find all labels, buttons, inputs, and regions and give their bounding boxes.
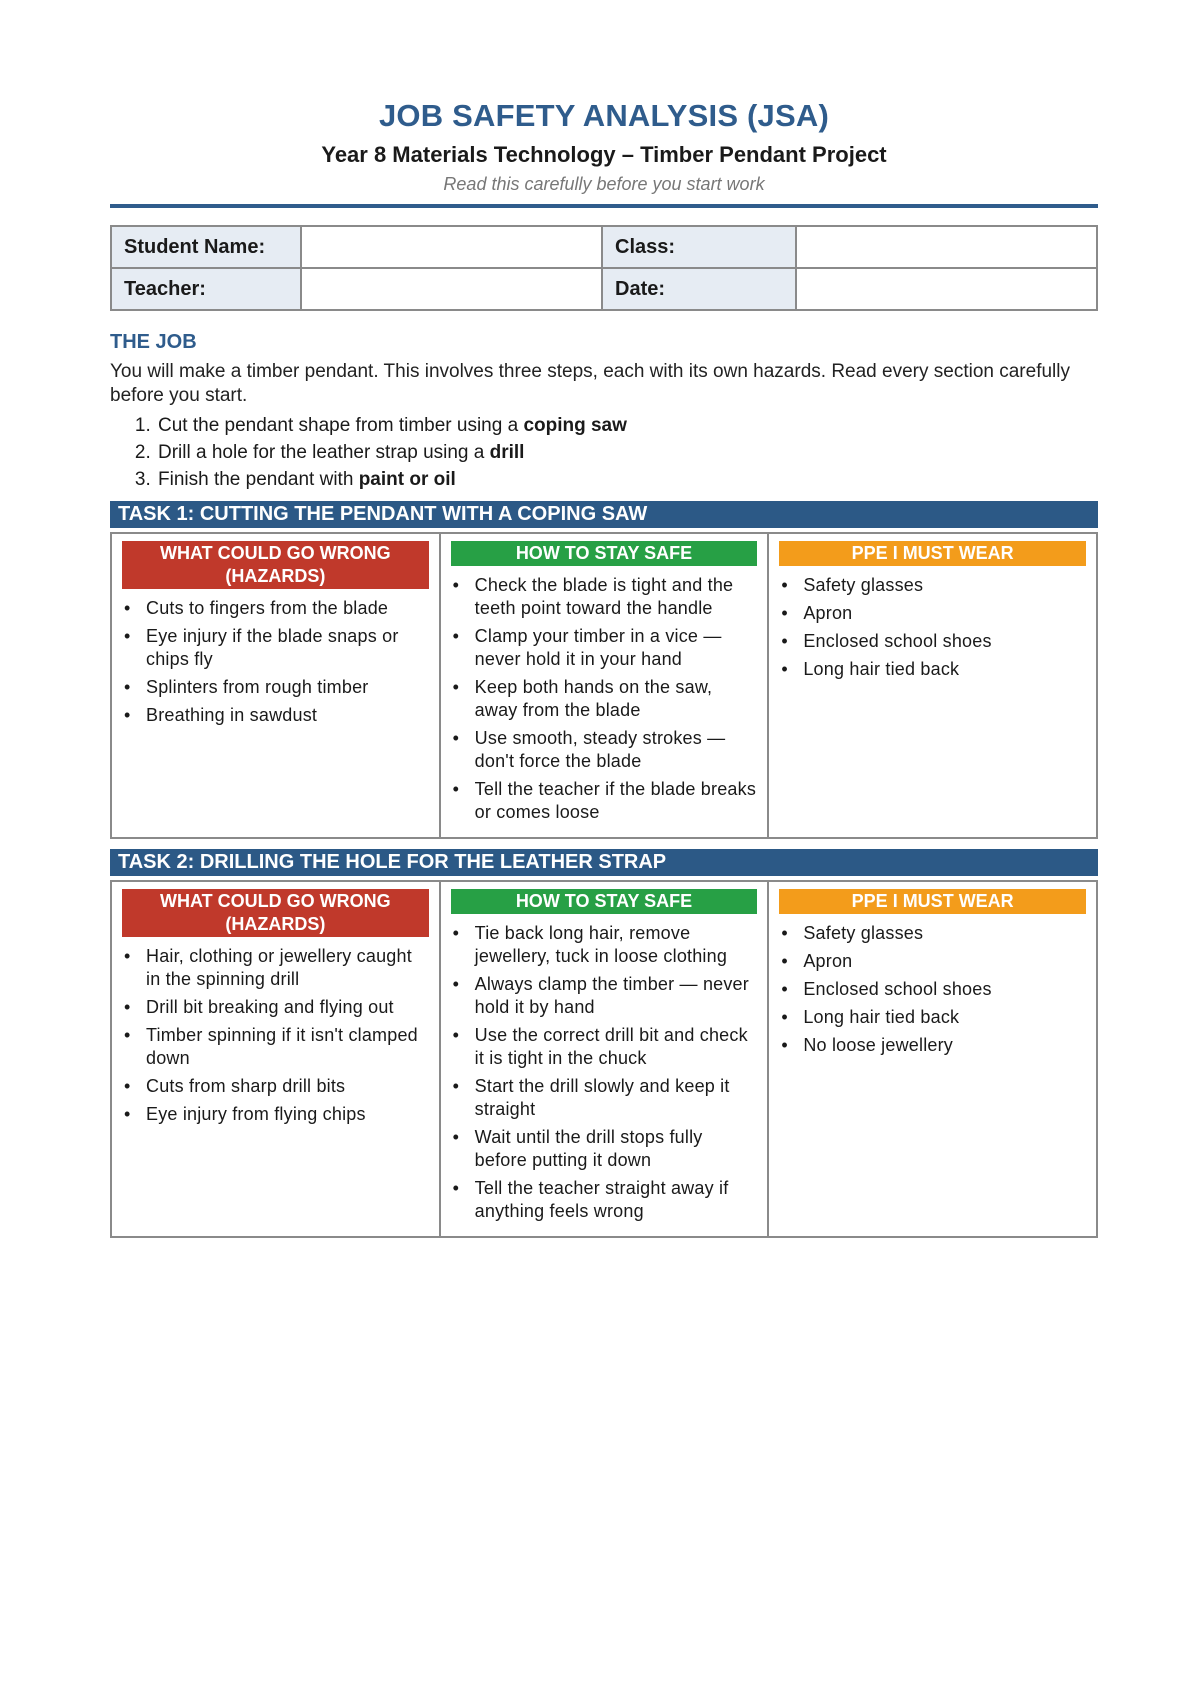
stay-safe-item: • Use the correct drill bit and check it is tight in the chuck — [475, 1024, 758, 1070]
stay-safe-item: • Use smooth, steady strokes — don't force the blade — [475, 727, 758, 773]
document-subtitle: Year 8 Materials Technology – Timber Pendant Project — [321, 142, 887, 167]
stay-safe-list — [451, 574, 758, 824]
ppe-item: • Enclosed school shoes — [803, 978, 1086, 1001]
stay-safe-item: • Clamp your timber in a vice — never hold it in your hand — [475, 625, 758, 671]
job-step: 3. Finish the pendant with paint or oil — [156, 466, 1098, 493]
ppe-item: • No loose jewellery — [803, 1034, 1086, 1057]
student-name-label: Student Name: — [111, 226, 301, 268]
hazards-item: • Eye injury from flying chips — [146, 1103, 429, 1126]
stay-safe-item: • Keep both hands on the saw, away from the blade — [475, 676, 758, 722]
task-title-bar: TASK 2: DRILLING THE HOLE FOR THE LEATHER STRAP — [110, 849, 1098, 876]
hazards-item: • Cuts from sharp drill bits — [146, 1075, 429, 1098]
hazards-column — [112, 882, 439, 1236]
date-field[interactable] — [796, 268, 1097, 310]
ppe-item: • Long hair tied back — [803, 1006, 1086, 1029]
hazards-item: • Cuts to fingers from the blade — [146, 597, 429, 620]
hazards-item: • Drill bit breaking and flying out — [146, 996, 429, 1019]
student-info-table — [110, 225, 1098, 311]
class-label: Class: — [602, 226, 796, 268]
stay-safe-header: HOW TO STAY SAFE — [451, 889, 758, 914]
ppe-header: PPE I MUST WEAR — [779, 889, 1086, 914]
header-divider — [110, 204, 1098, 208]
ppe-item: • Safety glasses — [803, 574, 1086, 597]
hazards-item: • Hair, clothing or jewellery caught in the spinning drill — [146, 945, 429, 991]
stay-safe-item: • Tell the teacher if the blade breaks or comes loose — [475, 778, 758, 824]
stay-safe-item: • Check the blade is tight and the teeth point toward the handle — [475, 574, 758, 620]
ppe-header: PPE I MUST WEAR — [779, 541, 1086, 566]
job-intro: You will make a timber pendant. This involves three steps, each with its own hazards. Read every section carefully before you start. — [110, 361, 1070, 406]
class-field[interactable] — [796, 226, 1097, 268]
ppe-column — [767, 534, 1096, 837]
task-grid — [110, 880, 1098, 1238]
hazards-header: WHAT COULD GO WRONG (HAZARDS) — [122, 889, 429, 937]
stay-safe-column — [439, 534, 768, 837]
ppe-item: • Safety glasses — [803, 922, 1086, 945]
hazards-item: • Splinters from rough timber — [146, 676, 429, 699]
task-sections — [110, 501, 1098, 1238]
job-step: 2. Drill a hole for the leather strap using a drill — [156, 439, 1098, 466]
ppe-item: • Apron — [803, 602, 1086, 625]
jsa-page — [110, 96, 1098, 1238]
stay-safe-item: • Wait until the drill stops fully before putting it down — [475, 1126, 758, 1172]
hazards-header: WHAT COULD GO WRONG (HAZARDS) — [122, 541, 429, 589]
hazards-column — [112, 534, 439, 837]
task-grid — [110, 532, 1098, 839]
stay-safe-item: • Tie back long hair, remove jewellery, tuck in loose clothing — [475, 922, 758, 968]
hazards-item: • Eye injury if the blade snaps or chips fly — [146, 625, 429, 671]
document-title: JOB SAFETY ANALYSIS (JSA) — [378, 98, 829, 133]
document-tagline: Read this carefully before you start work — [443, 174, 765, 194]
stay-safe-list — [451, 922, 758, 1223]
job-steps-list — [110, 412, 1098, 493]
stay-safe-header: HOW TO STAY SAFE — [451, 541, 758, 566]
student-name-field[interactable] — [301, 226, 602, 268]
teacher-label: Teacher: — [111, 268, 301, 310]
hazards-item: • Timber spinning if it isn't clamped down — [146, 1024, 429, 1070]
date-label: Date: — [602, 268, 796, 310]
stay-safe-item: • Always clamp the timber — never hold it by hand — [475, 973, 758, 1019]
ppe-list — [779, 574, 1086, 681]
job-heading: THE JOB — [110, 331, 197, 353]
hazards-item: • Breathing in sawdust — [146, 704, 429, 727]
teacher-field[interactable] — [301, 268, 602, 310]
ppe-item: • Long hair tied back — [803, 658, 1086, 681]
stay-safe-column — [439, 882, 768, 1236]
ppe-column — [767, 882, 1096, 1236]
hazards-list — [122, 945, 429, 1126]
stay-safe-item: • Start the drill slowly and keep it straight — [475, 1075, 758, 1121]
ppe-item: • Enclosed school shoes — [803, 630, 1086, 653]
hazards-list — [122, 597, 429, 727]
stay-safe-item: • Tell the teacher straight away if anything feels wrong — [475, 1177, 758, 1223]
ppe-list — [779, 922, 1086, 1057]
ppe-item: • Apron — [803, 950, 1086, 973]
job-step: 1. Cut the pendant shape from timber using a coping saw — [156, 412, 1098, 439]
task-title-bar: TASK 1: CUTTING THE PENDANT WITH A COPING SAW — [110, 501, 1098, 528]
